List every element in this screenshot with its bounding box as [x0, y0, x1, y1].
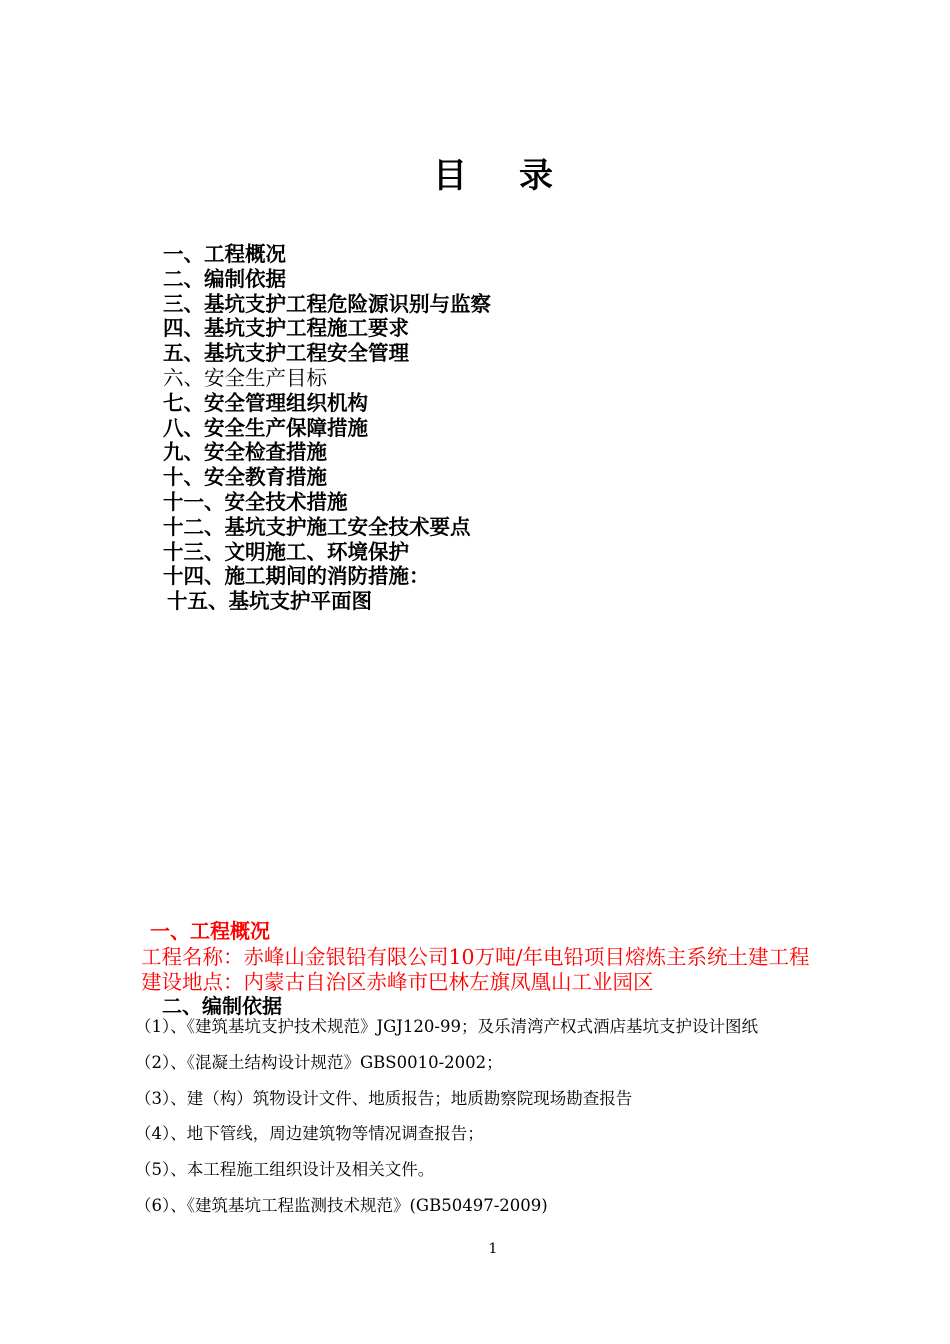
toc-item[interactable]: 六、安全生产目标: [163, 365, 327, 390]
project-name-line: 工程名称：赤峰山金银铅有限公司10万吨/年电铅项目熔炼主系统土建工程: [141, 945, 810, 969]
toc-item[interactable]: 三、基坑支护工程危险源识别与监察: [163, 291, 491, 316]
toc-item[interactable]: 二、编制依据: [163, 266, 286, 291]
toc-title-char-2: 录: [519, 156, 553, 196]
toc-item[interactable]: 九、安全检查措施: [163, 440, 327, 465]
page-number: 1: [488, 1241, 498, 1257]
section1-heading: 一、工程概况: [150, 919, 270, 943]
toc-list: [163, 242, 491, 614]
toc-item[interactable]: 十四、施工期间的消防措施：: [163, 564, 430, 589]
basis-item: （1）、《建筑基坑支护技术规范》JGJ120-99；及乐清湾产权式酒店基坑支护设计图纸: [135, 1017, 758, 1036]
toc-item[interactable]: 十、安全教育措施: [163, 465, 327, 490]
basis-item: （5）、本工程施工组织设计及相关文件。: [135, 1160, 435, 1180]
toc-item[interactable]: 十二、基坑支护施工安全技术要点: [163, 514, 471, 539]
basis-item: （4）、地下管线，周边建筑物等情况调查报告；: [135, 1124, 484, 1144]
toc-item[interactable]: 十一、安全技术措施: [163, 489, 348, 514]
project-location-line: 建设地点：内蒙古自治区赤峰市巴林左旗凤凰山工业园区: [141, 970, 654, 994]
toc-item[interactable]: 五、基坑支护工程安全管理: [163, 341, 409, 366]
section2-heading: 二、编制依据: [162, 994, 282, 1018]
toc-item[interactable]: 十五、基坑支护平面图: [167, 589, 372, 614]
toc-item[interactable]: 七、安全管理组织机构: [163, 390, 368, 415]
toc-item[interactable]: 十三、文明施工、环境保护: [163, 539, 409, 564]
toc-item[interactable]: 八、安全生产保障措施: [163, 415, 368, 440]
basis-item: （6）、《建筑基坑工程监测技术规范》(GB50497-2009): [135, 1195, 548, 1215]
toc-item[interactable]: 一、工程概况: [163, 242, 286, 266]
basis-item: （2）、《混凝土结构设计规范》GBS0010-2002；: [135, 1052, 503, 1072]
toc-item[interactable]: 四、基坑支护工程施工要求: [163, 316, 409, 341]
toc-title: [0, 148, 950, 197]
toc-title-char-1: 目: [433, 156, 467, 196]
basis-item: （3）、建（构）筑物设计文件、地质报告；地质勘察院现场勘查报告: [135, 1088, 633, 1108]
basis-list: [135, 1016, 758, 1231]
